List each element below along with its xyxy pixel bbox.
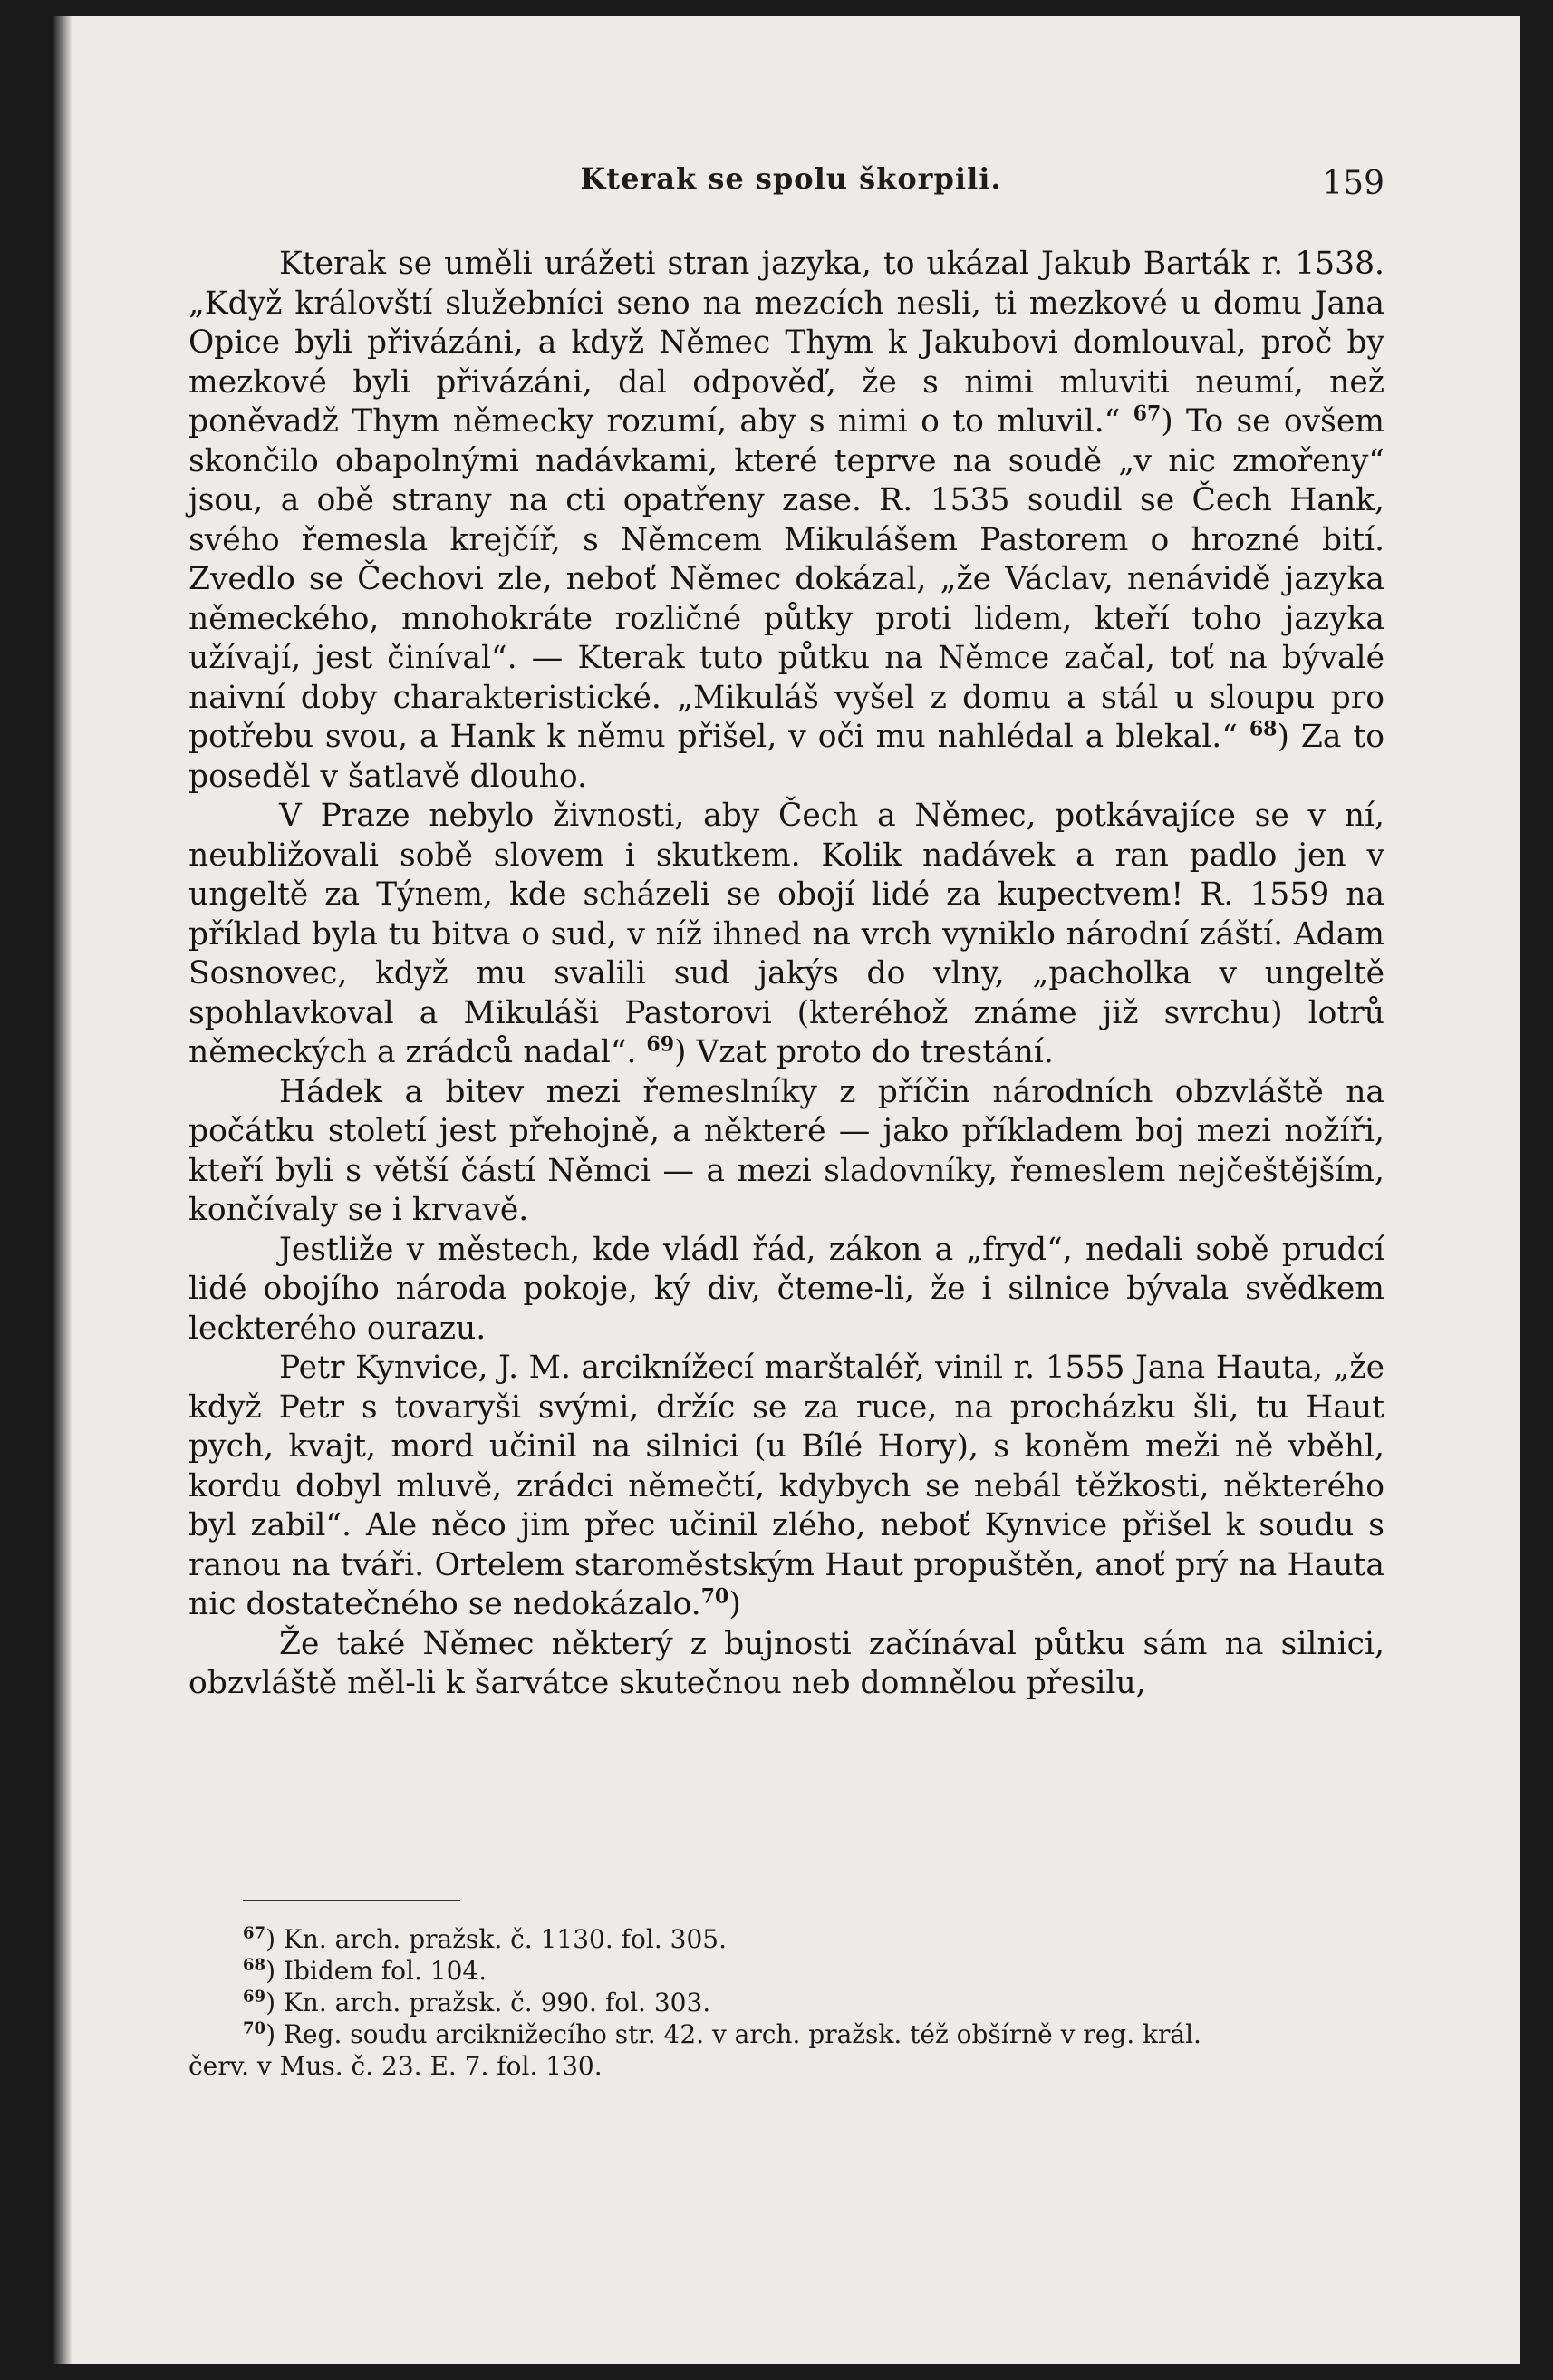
paragraph xyxy=(188,245,1384,797)
paragraph xyxy=(188,1349,1384,1625)
paragraph xyxy=(188,1625,1384,1704)
running-header xyxy=(198,161,1384,216)
footnote-text: ) Kn. arch. pražsk. č. 990. fol. 303. xyxy=(265,1988,711,2017)
text-run: V Praze nebylo živnosti, aby Čech a Němec, potkávajíce se v ní, neubližovali sobě slovem i skutkem. Kolik nadávek a ran padlo jen v ungeltě za Týnem, kde scházeli se obojí lidé za kupectvem! R. 1559 na příklad byla tu bitva o sud, v níž ihned na vrch vyniklo národní záští. Adam Sosnovec, když mu svalili sud jakýs do vlny, „pacholka v ungeltě spohlavkoval a Mikuláši Pastorovi (kteréhož známe již svrchu) lotrů německých a zrádců nadal“. xyxy=(188,798,1384,1070)
footnote-ref: 67 xyxy=(1133,402,1162,426)
footnote xyxy=(243,1923,1384,1955)
text-run: Hádek a bitev mezi řemeslníky z příčin národních obzvláště na počátku století jest přehojně, a některé — jako příkladem boj mezi nožíři, kteří byli s větší částí Němci — a mezi sladovníky, řemeslem nejčeštějším, končívaly se i krvavě. xyxy=(188,1073,1384,1228)
footnote-number: 70 xyxy=(243,2018,266,2038)
footnote-ref: 70 xyxy=(700,1584,729,1609)
footnote xyxy=(243,1955,1384,1987)
text-run: ) To se ovšem skončilo obapolnými nadávkami, které teprve na soudě „v nic zmořeny“ jsou, a obě strany na cti opatřeny zase. R. 1535 soudil se Čech Hank, svého řemesla krejčíř, s Němcem Mikulášem Pastorem o hrozné bití. Zvedlo se Čechovi zle, neboť Němec dokázal, „že Václav, nenávidě jazyka německého, mnohokráte rozličné půtky proti lidem, kteří toho jazyka užívají, jest činíval“. — Kterak tuto půtku na Němce začal, toť na bývalé naivní doby charakteristické. „Mikuláš vyšel z domu a stál u sloupu pro potřebu svou, a Hank k němu přišel, v oči mu nahlédal a blekal.“ xyxy=(188,403,1384,755)
page-number: 159 xyxy=(1322,165,1384,202)
footnote-text: ) Reg. soudu arciknižecího str. 42. v arch. pražsk. též obšírně v reg. král. xyxy=(265,2019,1201,2049)
paragraph xyxy=(188,1073,1384,1231)
footnote-number: 67 xyxy=(243,1923,266,1943)
footnote-number: 68 xyxy=(243,1955,266,1975)
paragraph xyxy=(188,1231,1384,1350)
footnote-number: 69 xyxy=(243,1987,266,2007)
text-run: Jestliže v městech, kde vládl řád, zákon a „fryd“, nedali sobě prudcí lidé obojího národa pokoje, ký div, čteme-li, že i silnice bývala svědkem leckterého ourazu. xyxy=(188,1231,1384,1347)
footnotes xyxy=(188,1923,1384,2082)
text-run: ) Vzat proto do trestání. xyxy=(674,1034,1054,1070)
body-text xyxy=(188,245,1384,1704)
footnote-separator xyxy=(243,1900,460,1901)
page-edge-right xyxy=(1520,16,1529,2364)
footnote-ref: 69 xyxy=(646,1032,675,1057)
footnote xyxy=(243,1987,1384,2018)
footnote xyxy=(188,2050,1384,2082)
text-run: ) xyxy=(728,1586,741,1622)
footnote-text: ) Ibidem fol. 104. xyxy=(265,1956,487,1986)
header-title: Kterak se spolu škorpili. xyxy=(580,161,1002,196)
footnote xyxy=(243,2018,1384,2050)
footnote-ref: 68 xyxy=(1249,717,1278,741)
footnote-text: ) Kn. arch. pražsk. č. 1130. fol. 305. xyxy=(265,1924,727,1954)
text-run: Že také Němec některý z bujnosti začínával půtku sám na silnici, obzvláště měl-li k šarvátce skutečnou neb domnělou přesilu, xyxy=(188,1625,1384,1701)
text-run: Petr Kynvice, J. M. arciknížecí marštaléř, vinil r. 1555 Jana Hauta, „že když Petr s tovaryši svými, držíc se za ruce, na procházku šli, tu Haut pych, kvajt, mord učinil na silnici (u Bílé Hory), s koněm meži ně vběhl, kordu dobyl mluvě, zrádci němečtí, kdybych se nebál těžkosti, některého byl zabil“. Ale něco jim přec učinil zlého, neboť Kynvice přišel k soudu s ranou na tváři. Ortelem staroměstským Haut propuštěn, anoť prý na Hauta nic dostatečného se nedokázalo. xyxy=(188,1350,1384,1622)
book-page xyxy=(53,16,1529,2364)
footnote-text: červ. v Mus. č. 23. E. 7. fol. 130. xyxy=(188,2051,603,2081)
page-edge-shadow xyxy=(53,16,72,2364)
text-run: Kterak se uměli urážeti stran jazyka, to ukázal Jakub Barták r. 1538. „Když královští služebníci seno na mezcích nesli, ti mezkové u domu Jana Opice byli přivázáni, a když Němec Thym k Jakubovi domlouval, proč by mezkové byli přivázáni, dal odpověď, že s nimi mluviti neumí, než poněvadž Thym německy rozumí, aby s nimi o to mluvil.“ xyxy=(188,246,1384,440)
text-run: ) Za to poseděl v šatlavě dlouho. xyxy=(188,719,1384,795)
paragraph xyxy=(188,797,1384,1073)
